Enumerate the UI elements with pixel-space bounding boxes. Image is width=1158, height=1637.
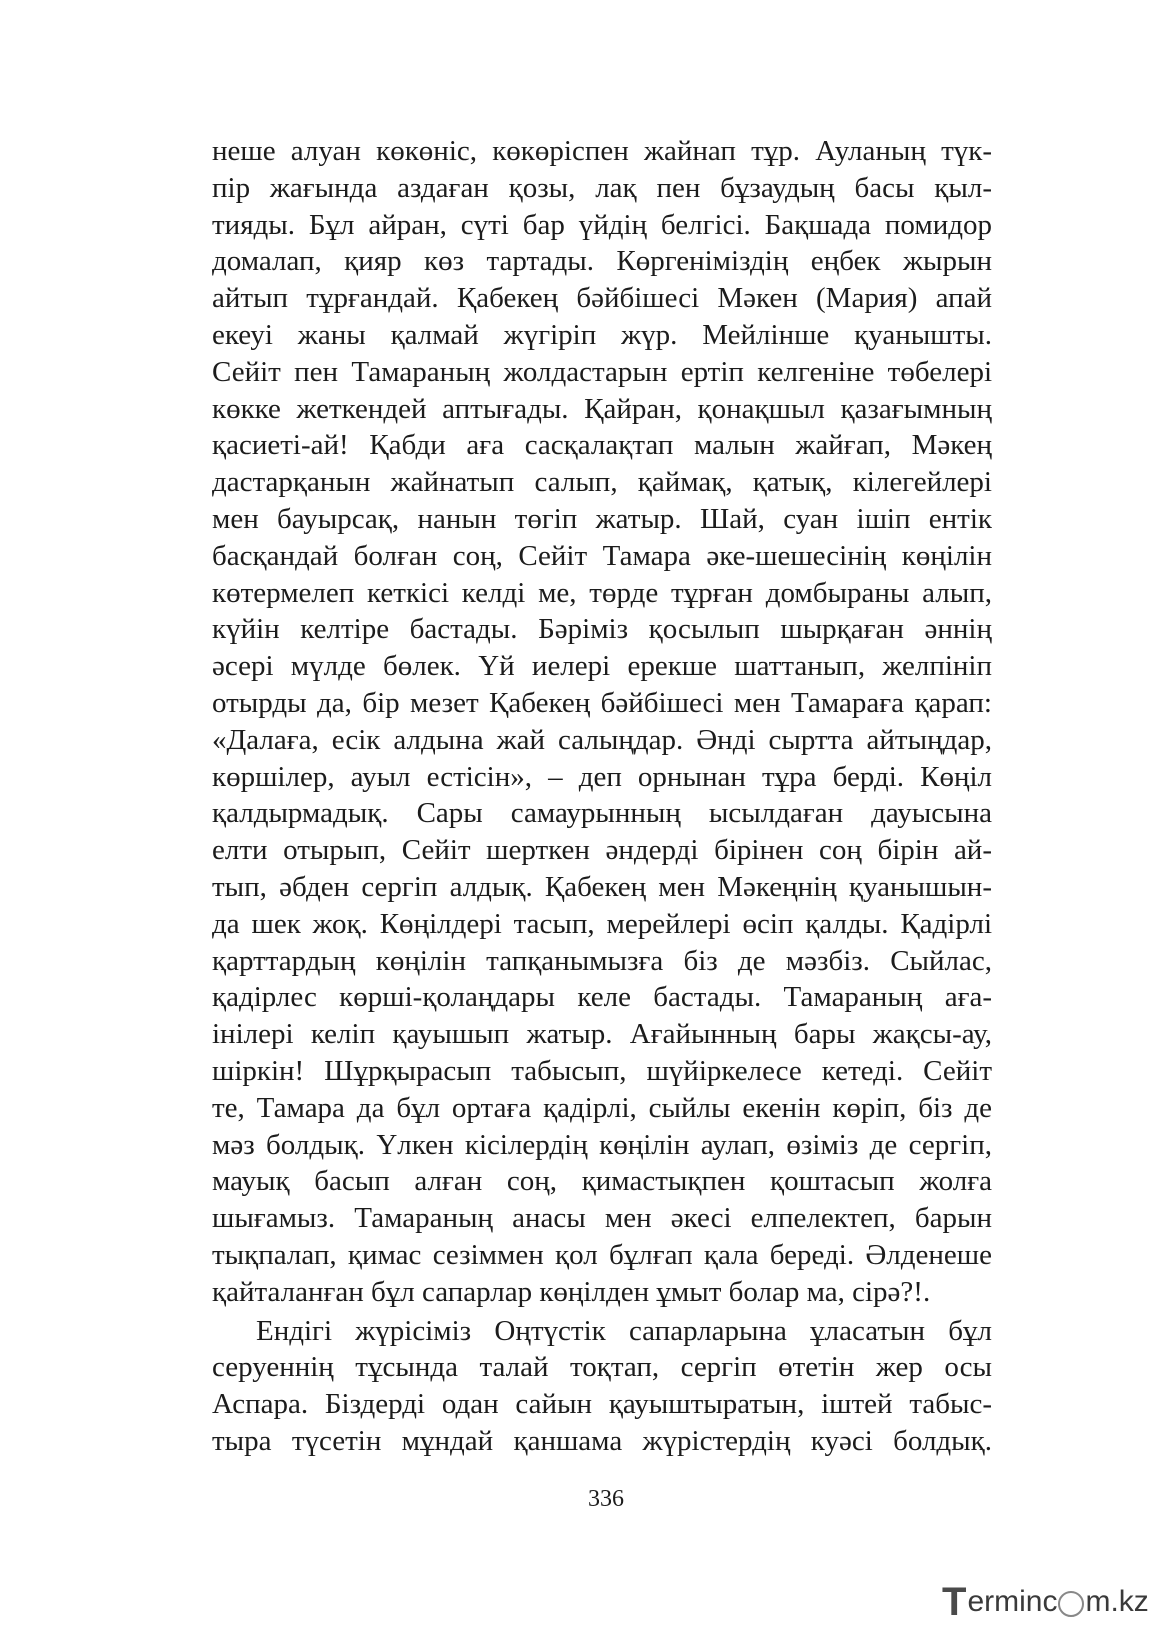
text-line: екеуі жаны қалмай жүгіріп жүр. Мейлінше қуанышты.	[212, 318, 992, 351]
body-text	[212, 133, 992, 1460]
text-line: серуеннің тұсында талай тоқтап, сергіп өтетін жер осы	[212, 1351, 992, 1384]
text-line: те, Тамара да бұл ортаға қадірлі, сыйлы екенін көріп, біз де	[212, 1091, 992, 1124]
text-line: шығамыз. Тамараның анасы мен әкесі елпелектеп, барын	[212, 1202, 992, 1235]
text-line: інілері келіп қауышып жатыр. Ағайынның бары жақсы-ау,	[212, 1018, 992, 1051]
paragraph	[212, 133, 992, 1311]
text-line: қайталанған бұл сапарлар көңілден ұмыт болар ма, сірә?!.	[212, 1275, 931, 1308]
text-line: көршілер, ауыл естісін», – деп орнынан тұра берді. Көңіл	[212, 760, 992, 793]
text-line: қарттардың көңілін тапқанымызға біз де мәзбіз. Сыйлас,	[212, 944, 992, 977]
text-line: шіркін! Шұрқырасып табысып, шүйіркелесе кетеді. Сейіт	[212, 1054, 992, 1087]
watermark-logo	[942, 1580, 1149, 1624]
text-line: қадірлес көрші-қолаңдары келе бастады. Тамараның аға-	[212, 981, 992, 1014]
paragraph	[212, 1313, 992, 1460]
text-line: қалдырмадық. Сары самаурынның ысылдаған дауысына	[212, 797, 992, 830]
text-line: «Далаға, есік алдына жай салыңдар. Әнді сыртта айтыңдар,	[212, 723, 992, 756]
text-line: неше алуан көкөніс, көкөріспен жайнап тұр. Ауланың түк-	[212, 135, 992, 167]
page-number: 336	[588, 1486, 624, 1512]
text-line: мәз болдық. Үлкен кісілердің көңілін аулап, өзіміз де сергіп,	[212, 1128, 992, 1161]
text-line: тықпалап, қимас сезіммен қол бұлғап қала береді. Әлденеше	[212, 1238, 992, 1271]
text-line: басқандай болған соң, Сейіт Тамара әке-шешесінің көңілін	[212, 539, 992, 572]
text-line: домалап, қияр көз тартады. Көргеніміздің еңбек жырын	[212, 245, 992, 278]
watermark-text-middle: erminc	[967, 1585, 1058, 1618]
text-line: әсері мүлде бөлек. Үй иелері ерекше шаттанып, желпініп	[212, 650, 992, 683]
text-line: елти отырып, Сейіт шерткен әндерді бірінен соң бірін ай-	[212, 834, 992, 867]
text-line: көкке жеткендей аптығады. Қайран, қонақшыл қазағымның	[212, 392, 992, 425]
text-line: Сейіт пен Тамараның жолдастарын ертіп келгеніне төбелері	[212, 355, 992, 388]
watermark-text-suffix: m.kz	[1085, 1585, 1149, 1618]
text-line: көтермелеп кеткісі келді ме, төрде тұрған домбыраны алып,	[212, 576, 992, 609]
text-line: мен бауырсақ, нанын төгіп жатыр. Шай, суан ішіп ентік	[212, 502, 992, 535]
text-line: дастарқанын жайнатып салып, қаймақ, қатық, кілегейлері	[212, 466, 992, 499]
text-line: Ендігі жүрісіміз Оңтүстік сапарларына ұласатын бұл	[256, 1314, 992, 1347]
text-line: мауық басып алған соң, қимастықпен қоштасып жолға	[212, 1165, 992, 1198]
text-line: айтып тұрғандай. Қабекең бәйбішесі Мәкен (Мария) апай	[212, 282, 992, 315]
text-line: да шек жоқ. Көңілдері тасып, мерейлері өсіп қалды. Қадірлі	[212, 907, 992, 940]
watermark-initial: T	[942, 1579, 967, 1624]
text-line: қасиеті-ай! Қабди аға сасқалақтап малын жайғап, Мәкең	[212, 429, 992, 462]
text-line: пір жағында аздаған қозы, лақ пен бұзаудың басы қыл-	[212, 171, 992, 204]
text-line: отырды да, бір мезет Қабекең бәйбішесі мен Тамараға қарап:	[212, 686, 992, 719]
text-line: тыра түсетін мұндай қаншама жүрістердің куәсі болдық.	[212, 1424, 992, 1457]
text-line: тияды. Бұл айран, сүті бар үйдің белгісі. Бақшада помидор	[212, 208, 992, 241]
magnifier-icon	[1058, 1591, 1084, 1617]
text-line: тып, әбден сергіп алдық. Қабекең мен Мәкеңнің қуанышын-	[212, 870, 992, 903]
text-line: күйін келтіре бастады. Бәріміз қосылып шырқаған әннің	[212, 613, 992, 646]
text-line: Аспара. Біздерді одан сайын қауыштыратын, іштей табыс-	[212, 1388, 992, 1421]
